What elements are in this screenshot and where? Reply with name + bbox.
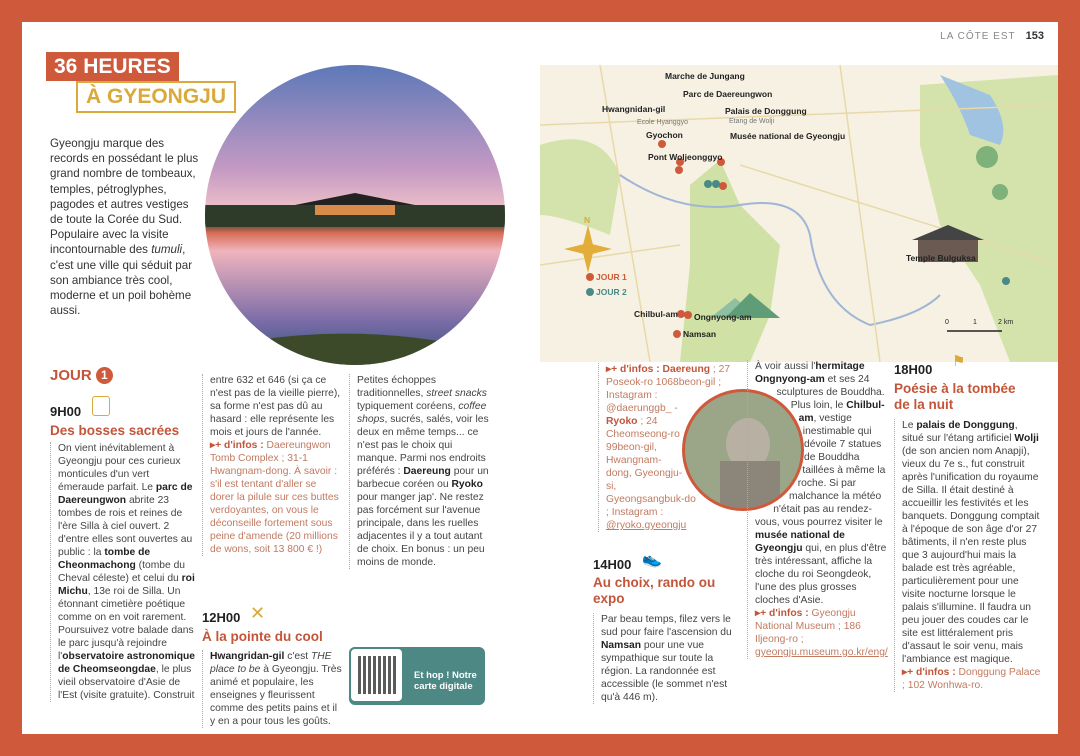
intro-text: [50, 136, 200, 318]
text-run: (tombe du Cheval céleste) et celui du: [58, 560, 186, 584]
pond-photo: [205, 65, 505, 365]
text-run: qui, en plus d'être très intéressant, affiche la cloche du roi Seongdeok, l'une des plus grosses cloches d'Asie.: [755, 543, 887, 606]
page: [22, 22, 1058, 734]
bold-text: hermitage Ongnyong-am: [755, 361, 865, 385]
bold-text: Daereung: [403, 466, 451, 477]
text-run: Daereungwon Tomb Complex ; 31-1 Hwangnam-dong. À savoir : s'il est tentant d'aller se dorer la pilule sur ces buttes verdoyantes, on vous le déconseille fortement sous peine d'amende (20 millions de wons, soit 13 800 € !): [210, 440, 339, 555]
info-18h: [902, 666, 1042, 692]
text-run: On vient inévitablement à Gyeongju pour ces curieux monticules d'un vert émeraude parfait. Le: [58, 443, 181, 493]
bold-text: ▸+ d'infos :: [210, 440, 264, 451]
italic-text: THE place to be: [210, 651, 332, 675]
day-label: JOUR: [50, 367, 92, 384]
text-run: , c'est une ville qui séduit par son ambiance très cool, moderne et un poil bohème aussi.: [50, 243, 193, 318]
text-run: c'est: [284, 651, 311, 662]
section-text-12h-col2: [202, 650, 342, 728]
section-text-12h-col3: [349, 374, 489, 569]
qr-code[interactable]: [349, 647, 404, 703]
tomb-icon: [92, 396, 110, 416]
north-label: N: [584, 215, 591, 225]
legend-day2: JOUR 2: [596, 287, 627, 297]
text-run: à Gyeongju. Très animé et populaire, les enseignes y fleurissent comme des petits pains et il y en a pour tous les goûts.: [210, 664, 342, 727]
bold-text: Namsan: [601, 640, 642, 651]
day-heading: [50, 367, 113, 384]
section-text-14h: [593, 613, 739, 704]
text-run: abrite 23 tombes de rois et reines de l'ère Silla à ciel ouvert. 2 d'entre elles sont ouvertes au public : la: [58, 495, 193, 558]
text-run: , 13e roi de Silla. Un étonnant cimetière poétique comme on en voit rarement. Poursuivez votre balade dans le parc jusqu'à rejoindre l': [58, 586, 194, 662]
bold-text: parc de Daereungwon: [58, 482, 193, 506]
section-title-18h: Poésie à la tombée de la nuit: [894, 381, 1016, 412]
text-run: Gyeongju National Museum ; 186 Iljeong-ro ;: [755, 608, 861, 645]
map-label: Etang de Wolji: [729, 118, 775, 125]
text-run: À voir aussi l': [755, 361, 816, 372]
text-run: , vestige inestimable qui dévoile 7 statues de Bouddha taillées à même la roche. Si par malchance la météo n'était pas au rendez-vous, vous pourrez visiter le: [755, 413, 886, 528]
map-label: Pont Woljeonggyo: [648, 152, 723, 162]
italic-text: tumuli: [151, 243, 183, 257]
digital-map-label[interactable]: Et hop ! Notre carte digitale: [414, 670, 477, 692]
italic-text: coffee shops: [357, 401, 487, 425]
map-label: Gyochon: [646, 130, 683, 140]
map-label: Parc de Daereungwon: [683, 89, 773, 99]
map-label: Palais de Donggung: [725, 106, 807, 116]
bold-text: Wolji: [1014, 433, 1039, 444]
text-run: pour manger jap'. Ne restez pas forcément sur l'avenue principale, dans les ruelles adjacentes il y a tout autant de choix. En bonus : un peu moins de monde.: [357, 492, 485, 568]
bold-text: roi Michu: [58, 573, 195, 597]
map-label: Ecole Hyanggyo: [637, 119, 688, 126]
map-label: Temple Bulguksa: [906, 253, 976, 263]
section-text-9h-col1: [50, 442, 196, 702]
section-title-12h: À la pointe du cool: [202, 629, 323, 644]
text-run: Petites échoppes traditionnelles,: [357, 375, 436, 399]
bold-text: tombe de Cheonmachong: [58, 547, 151, 571]
title-line-1: 36 HEURES: [46, 52, 179, 81]
time-9h: 9H00: [50, 404, 82, 419]
title-line-2: À GYEONGJU: [76, 81, 236, 113]
section-text-9h-col2: [202, 374, 342, 556]
section-body-14h-cont: [747, 360, 892, 659]
bold-text: palais de Donggung: [916, 420, 1015, 431]
text-run: (de son ancien nom Anapji), vieux du 7e s., fut construit après l'unification du royaume de Silla. Il était destiné à accueillir les festivités et les banquets. Donggung comptait à l'époque de son âge d'or 27 bâtiments, il n'en reste plus que 3 aujourd'hui mais la balade est très agréable, particulièrement pour une visite nocturne lorsque le palais s'illumine. Il faudra un peu jouer des coudes car le site est littéralement pris d'assaut le soir venu, mais l'ambiance est magique.: [902, 446, 1040, 665]
text-run: Donggung Palace ; 102 Wonhwa-ro.: [902, 667, 1041, 691]
time-12h: 12H00: [202, 610, 241, 625]
time-14h: 14H00: [593, 557, 632, 572]
info-14h: [755, 607, 892, 659]
cutlery-icon: ✕: [250, 603, 266, 623]
bold-text: Chilbul-am: [798, 400, 885, 424]
text-run: typiquement coréens,: [357, 401, 459, 412]
text-run: , le plus vieil observatoire d'Asie de l'Est (visite gratuite). Construit: [58, 664, 195, 701]
map-label: Ongnyong-am: [694, 312, 752, 322]
scale-0: 0: [945, 319, 949, 326]
bold-text: Ryoko: [606, 416, 638, 427]
map-label: Musée national de Gyeongju: [730, 131, 846, 141]
bold-text: musée national de Gyeongju: [755, 530, 845, 554]
bold-text: observatoire astronomique de Cheomseongdae: [58, 651, 196, 675]
map-label: Chilbul-am: [634, 309, 678, 319]
section-text-18h: [902, 419, 1042, 666]
paragraph: [210, 374, 342, 439]
link[interactable]: gyeongju.museum.go.kr/eng/: [755, 647, 888, 658]
qr-pattern: [358, 656, 396, 694]
map-label: Hwangnidan-gil: [602, 104, 666, 114]
section-title-14h: Au choix, rando ou expo: [593, 575, 716, 606]
section-body-18h: [894, 419, 1042, 692]
text-run: pour une vue sympathique sur toute la région. La randonnée est accessible (le sommet n'est qu'à 446 m).: [601, 640, 728, 703]
paragraph: [58, 442, 196, 702]
text-run: , situé sur l'étang artificiel: [902, 420, 1018, 444]
bold-text: ▸+ d'infos : Daereung: [606, 364, 711, 375]
bold-text: ▸+ d'infos :: [755, 608, 809, 619]
text-run: ; 27 Poseok-ro 1068beon-gil ; Instagram : @daerunggb_ -: [606, 364, 731, 414]
info-text: [210, 439, 342, 556]
section-title-9h: Des bosses sacrées: [50, 423, 180, 438]
link[interactable]: @ryoko.gyeongju: [606, 520, 687, 531]
paragraph: [357, 374, 489, 569]
scale-1: 1: [973, 319, 977, 326]
text-run: Par beau temps, filez vers le sud pour faire l'ascension du: [601, 614, 732, 638]
bold-text: Ryoko: [451, 479, 483, 490]
page-number: 153: [1025, 30, 1044, 42]
time-18h: 18H00: [894, 362, 933, 377]
running-head: [940, 30, 1044, 42]
text-run: Gyeongju marque des records en possédant le plus grand nombre de tombeaux, temples, pétroglyphes, pagodes et autres vestiges de toute la Corée du Sud. Populaire avec la visite incontournable des: [50, 137, 199, 257]
text-run: pour un barbecue coréen ou: [357, 466, 489, 490]
scale-2: 2 km: [998, 319, 1014, 326]
map-label: Marche de Jungang: [665, 71, 745, 81]
section-name: LA CÔTE EST: [940, 31, 1016, 42]
text-run: ; 24 Cheomseong-ro 99beon-gil, Hwangnam-dong, Gyeongju-si, Gyeongsangbuk-do ; Instagram :: [606, 416, 696, 518]
text-run: Le: [902, 420, 917, 431]
paragraph: [210, 650, 342, 728]
legend-day1: JOUR 1: [596, 272, 627, 282]
lantern-icon: ⚑: [952, 353, 966, 370]
bold-text: ▸+ d'infos :: [902, 667, 956, 678]
shoe-icon: 👟: [642, 551, 662, 568]
text-run: et ses 24 sculptures de Bouddha. Plus loin, le: [776, 374, 885, 411]
text-run: entre 632 et 646 (si ça ce n'est pas de la vieille pierre), sa forme n'est pas dû au hasard : elle représente les mois et jours de l'année.: [210, 375, 341, 438]
bold-text: Hwangridan-gil: [210, 651, 285, 662]
text-run: , sucrés, salés, voir les deux en même temps... ce n'est pas le choix qui manque. Parmi nos endroits préférés :: [357, 414, 489, 477]
day-number: 1: [96, 367, 113, 384]
italic-text: street snacks: [426, 388, 487, 399]
map-label: Namsan: [683, 329, 717, 339]
